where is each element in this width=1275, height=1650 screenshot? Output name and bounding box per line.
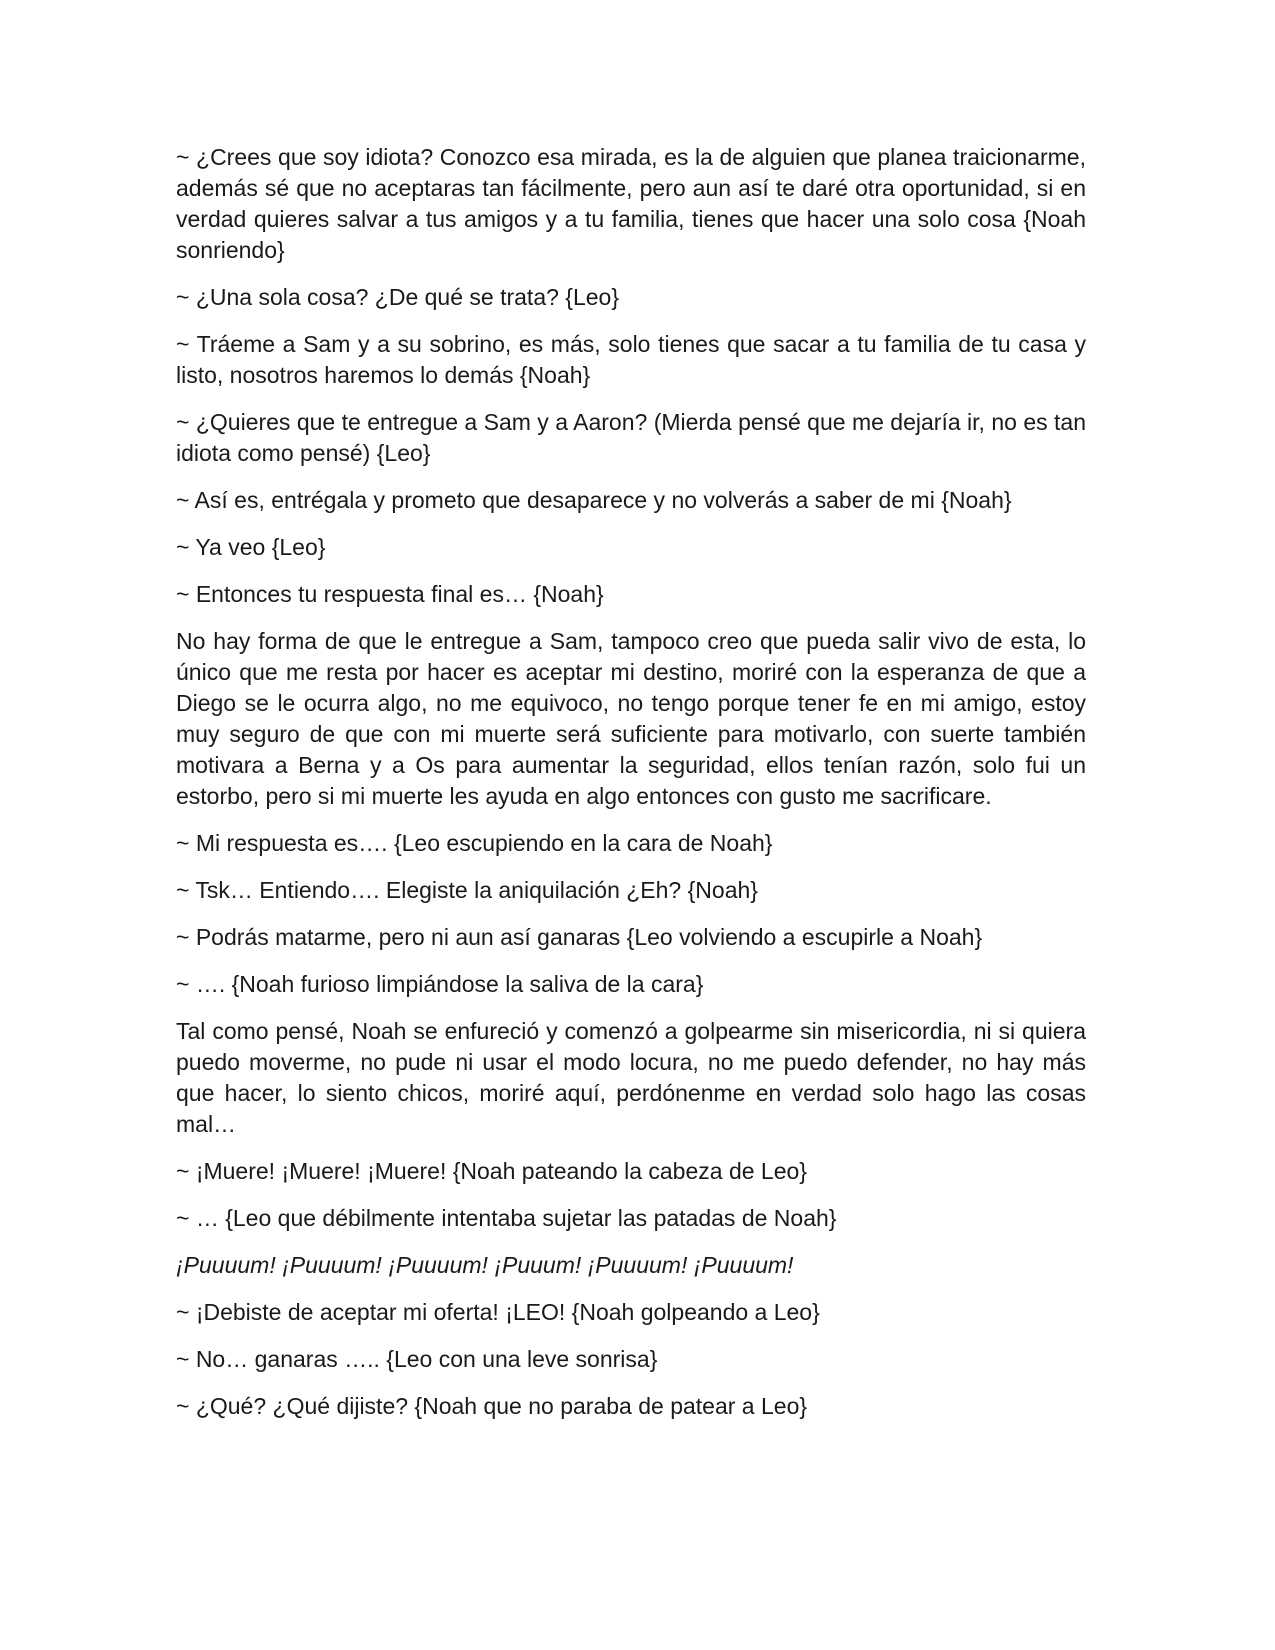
paragraph: ~ No… ganaras ….. {Leo con una leve sonrisa} — [176, 1346, 658, 1372]
paragraph: Tal como pensé, Noah se enfureció y comenzó a golpearme sin misericordia, ni si quiera puedo moverme, no pude ni usar el modo locura, no me puedo defender, no hay más que hacer, lo siento chicos, moriré aquí, perdónenme en verdad solo hago las cosas mal… — [176, 1018, 1086, 1137]
paragraph: ~ … {Leo que débilmente intentaba sujetar las patadas de Noah} — [176, 1205, 837, 1231]
document-body — [176, 142, 1086, 1438]
paragraph: ~ Mi respuesta es…. {Leo escupiendo en la cara de Noah} — [176, 830, 773, 856]
paragraph: ~ ¿Una sola cosa? ¿De qué se trata? {Leo} — [176, 284, 620, 310]
paragraph: ~ ¿Qué? ¿Qué dijiste? {Noah que no paraba de patear a Leo} — [176, 1393, 808, 1419]
paragraph: ~ Podrás matarme, pero ni aun así ganaras {Leo volviendo a escupirle a Noah} — [176, 924, 983, 950]
paragraph: ~ Tráeme a Sam y a su sobrino, es más, solo tienes que sacar a tu familia de tu casa y listo, nosotros haremos lo demás {Noah} — [176, 331, 1086, 388]
paragraph: ~ …. {Noah furioso limpiándose la saliva de la cara} — [176, 971, 704, 997]
paragraph: ~ Tsk… Entiendo…. Elegiste la aniquilación ¿Eh? {Noah} — [176, 877, 758, 903]
paragraph: ~ ¿Quieres que te entregue a Sam y a Aaron? (Mierda pensé que me dejaría ir, no es tan idiota como pensé) {Leo} — [176, 409, 1086, 466]
paragraph: ~ Entonces tu respuesta final es… {Noah} — [176, 581, 604, 607]
paragraph: ~ ¡Debiste de aceptar mi oferta! ¡LEO! {Noah golpeando a Leo} — [176, 1299, 820, 1325]
paragraph: No hay forma de que le entregue a Sam, tampoco creo que pueda salir vivo de esta, lo único que me resta por hacer es aceptar mi destino, moriré con la esperanza de que a Diego se le ocurra algo, no me equivoco, no tengo porque tener fe en mi amigo, estoy muy seguro de que con mi muerte será suficiente para motivarlo, con suerte también motivara a Berna y a Os para aumentar la seguridad, ellos tenían razón, solo fui un estorbo, pero si mi muerte les ayuda en algo entonces con gusto me sacrificare. — [176, 628, 1086, 809]
sound-effect-line: ¡Puuuum! ¡Puuuum! ¡Puuuum! ¡Puuum! ¡Puuuum! ¡Puuuum! — [176, 1252, 794, 1278]
paragraph: ~ Así es, entrégala y prometo que desaparece y no volverás a saber de mi {Noah} — [176, 487, 1012, 513]
paragraph: ~ ¡Muere! ¡Muere! ¡Muere! {Noah pateando la cabeza de Leo} — [176, 1158, 807, 1184]
paragraph: ~ Ya veo {Leo} — [176, 534, 326, 560]
paragraph: ~ ¿Crees que soy idiota? Conozco esa mirada, es la de alguien que planea traicionarme, además sé que no aceptaras tan fácilmente, pero aun así te daré otra oportunidad, si en verdad quieres salvar a tus amigos y a tu familia, tienes que hacer una solo cosa {Noah sonriendo} — [176, 144, 1086, 263]
